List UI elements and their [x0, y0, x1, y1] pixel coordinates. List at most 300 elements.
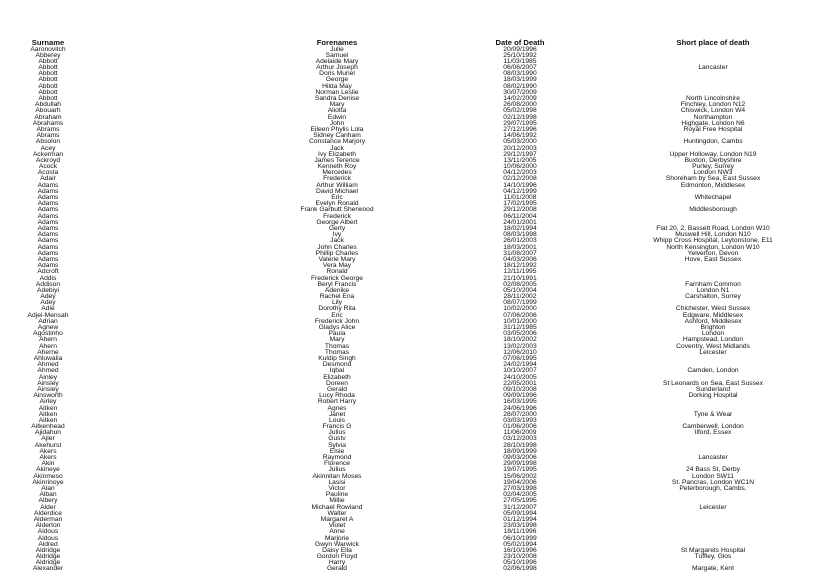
- forenames-cell: Pauline: [325, 491, 349, 499]
- place-cell: London SW11: [692, 472, 734, 480]
- date-cell: 11/01/2008: [503, 194, 537, 202]
- surname-cell: Adams: [37, 206, 59, 214]
- surname-cell: Aitkenhead: [31, 423, 65, 431]
- forenames-cell: Samuel: [325, 51, 349, 59]
- surname-cell: Ahmed: [37, 361, 59, 369]
- date-cell: 13/11/2005: [503, 156, 537, 164]
- place-cell: Muswell Hill, London N10: [675, 231, 751, 239]
- forenames-cell: Sidney Canham: [313, 132, 361, 140]
- forenames-cell: Janet: [328, 410, 346, 418]
- place-cell: Whipp Cross Hospital, Leytonstone, E11: [653, 237, 773, 245]
- surname-cell: Ainsley: [37, 385, 59, 393]
- date-cell: 09/09/1996: [503, 392, 537, 400]
- forenames-cell: Doris Muriel: [319, 70, 355, 78]
- surname-cell: Aldred: [38, 540, 58, 548]
- date-cell: 05/10/2004: [503, 286, 537, 294]
- forenames-cell: Agnes: [327, 404, 347, 412]
- forenames-cell: Dorothy Rita: [318, 305, 356, 313]
- surname-cell: Aldous: [37, 528, 59, 536]
- forenames-cell: Gustv: [328, 435, 346, 443]
- place-cell: Huntingdon, Cambs: [683, 138, 743, 146]
- surname-cell: Abbott: [38, 64, 58, 72]
- forenames-cell: Gordon Floyd: [316, 553, 358, 561]
- date-cell: 26/08/2000: [503, 101, 537, 109]
- date-cell: 09/10/2008: [503, 385, 537, 393]
- surname-cell: Agostinho: [33, 330, 63, 338]
- forenames-cell: Adenike: [324, 286, 350, 294]
- forenames-cell: Gwyn Warwick: [315, 540, 359, 548]
- surname-cell: Adjei-Mensah: [27, 311, 69, 319]
- surname-cell: Adams: [37, 249, 59, 257]
- surname-cell: Abberey: [35, 51, 61, 59]
- place-cell: London NW3: [693, 169, 733, 177]
- forenames-cell: Frederick John: [314, 317, 360, 325]
- forenames-cell: Aliotta: [327, 107, 347, 115]
- date-cell: 05/03/2000: [503, 138, 537, 146]
- forenames-cell: Margaret A: [320, 515, 354, 523]
- date-cell: 29/07/1995: [503, 119, 537, 127]
- forenames-cell: Frederick: [323, 175, 351, 183]
- forenames-cell: Sylvia: [328, 441, 346, 449]
- surname-cell: Albery: [38, 497, 58, 505]
- place-cell: Yelverton, Devon: [687, 249, 739, 257]
- forenames-cell: John: [329, 119, 345, 127]
- place-cell: Camden, London: [687, 367, 739, 375]
- place-cell: Coventry, West Midlands: [676, 342, 750, 350]
- forenames-cell: Akinnitan Moses: [312, 472, 362, 480]
- surname-cell: Abouarh: [35, 107, 61, 115]
- date-cell: 30/07/2009: [503, 88, 537, 96]
- surname-cell: Adams: [37, 255, 59, 263]
- date-cell: 02/08/2005: [503, 280, 537, 288]
- surname-cell: Adams: [37, 262, 59, 270]
- date-cell: 18/10/2002: [503, 336, 537, 344]
- forenames-cell: Louis: [329, 416, 345, 424]
- forenames-cell: Lasisi: [328, 478, 346, 486]
- date-cell: 28/11/2002: [503, 293, 537, 301]
- forenames-cell: Edwin: [327, 113, 347, 121]
- surname-cell: Acock: [38, 163, 58, 171]
- surname-cell: Aldridge: [35, 553, 61, 561]
- date-cell: 04/12/2003: [503, 169, 537, 177]
- forenames-cell: Harry: [328, 559, 346, 567]
- forenames-cell: Constance Marjory: [308, 138, 366, 146]
- date-cell: 21/10/1991: [503, 274, 537, 282]
- place-cell: Purley, Surrey: [692, 163, 734, 171]
- place-cell: London N1: [696, 286, 730, 294]
- forenames-cell: Raymond: [322, 454, 352, 462]
- date-cell: 31/08/2007: [503, 249, 537, 257]
- surname-cell: Abbott: [38, 88, 58, 96]
- forenames-cell: Gerald: [326, 565, 348, 573]
- place-cell: Whitechapel: [694, 194, 732, 202]
- place-cell: Flat 20, 2, Bassett Road, London W10: [656, 225, 770, 232]
- surname-cell: Acey: [40, 144, 56, 152]
- surname-cell: Adebiyi: [37, 286, 59, 294]
- forenames-cell: Iqbal: [329, 367, 345, 375]
- forenames-cell: Francis G: [322, 423, 352, 431]
- place-cell: Highgate, London N6: [681, 119, 745, 127]
- date-cell: 06/06/2007: [503, 64, 537, 72]
- forenames-cell: Daisy Ella: [322, 546, 352, 554]
- date-cell: 10/06/2000: [503, 163, 537, 171]
- surname-cell: Adams: [37, 231, 59, 239]
- forenames-cell: Norman Leslie: [315, 88, 359, 96]
- surname-cell: Abraham: [34, 113, 62, 121]
- surname-cell: Adams: [37, 187, 59, 195]
- surname-cell: Aldridge: [35, 559, 61, 567]
- date-cell: 28/10/1998: [503, 441, 537, 449]
- column-header-place-of-death: Short place of death: [676, 38, 750, 47]
- forenames-cell: Elsie: [329, 447, 345, 455]
- forenames-cell: Kenneth Roy: [317, 163, 357, 171]
- date-cell: 27/12/1996: [503, 125, 537, 133]
- place-cell: St. Pancras, London WC1N: [671, 478, 755, 486]
- forenames-cell: Rachel Ena: [319, 293, 355, 301]
- date-cell: 18/03/2001: [503, 243, 537, 251]
- date-cell: 05/02/1994: [503, 540, 537, 548]
- surname-cell: Adams: [37, 194, 59, 202]
- date-cell: 01/12/1994: [503, 515, 537, 523]
- surname-cell: Abdullah: [34, 101, 62, 109]
- surname-cell: Ainsley: [37, 379, 59, 387]
- date-cell: 03/05/2006: [503, 330, 537, 338]
- date-cell: 14/02/2009: [503, 95, 537, 103]
- date-cell: 18/03/1999: [503, 76, 537, 84]
- surname-cell: Alexander: [32, 565, 64, 573]
- date-cell: 08/03/1998: [503, 231, 537, 239]
- place-cell: 24 Bass St, Derby: [686, 466, 740, 474]
- date-cell: 06/10/1999: [503, 534, 537, 542]
- surname-cell: Adams: [37, 237, 59, 245]
- forenames-cell: Julius: [328, 466, 346, 474]
- date-cell: 04/03/2006: [503, 255, 537, 263]
- surname-cell: Ajler: [41, 435, 55, 443]
- surname-cell: Akin: [41, 460, 55, 468]
- place-cell: Finchley, London N12: [680, 101, 746, 109]
- date-cell: 14/06/1992: [503, 132, 537, 140]
- date-cell: 11/06/2009: [503, 429, 537, 437]
- place-cell: Northampton: [693, 113, 733, 121]
- date-cell: 02/12/1998: [503, 113, 537, 121]
- date-cell: 24/02/1994: [503, 361, 537, 369]
- forenames-cell: Mary: [329, 101, 345, 109]
- place-cell: Tuffley, Glos: [694, 553, 732, 561]
- forenames-cell: Doreen: [326, 379, 348, 387]
- forenames-cell: Gladys Alice: [318, 324, 356, 332]
- surname-cell: Adams: [37, 218, 59, 226]
- surname-cell: Ainsworth: [33, 392, 63, 400]
- date-cell: 27/05/1995: [503, 497, 537, 505]
- forenames-cell: Eileen Phylis Lola: [310, 125, 364, 133]
- forenames-cell: Hilda May: [322, 82, 352, 90]
- place-cell: Carshalton, Surrey: [685, 293, 741, 301]
- surname-cell: Ahmed: [37, 367, 59, 375]
- place-cell: North Lincolnshire: [686, 95, 740, 103]
- date-cell: 22/05/2001: [503, 379, 537, 387]
- forenames-cell: Frederick George: [310, 274, 364, 282]
- date-cell: 18/12/1992: [503, 262, 537, 270]
- date-cell: 18/11/1996: [503, 528, 537, 536]
- forenames-cell: Lucy Rhoda: [319, 392, 355, 400]
- surname-cell: Abbott: [38, 76, 58, 84]
- surname-cell: Aherne: [37, 348, 59, 356]
- date-cell: 01/06/2006: [503, 423, 537, 431]
- date-cell: 10/01/2000: [503, 317, 537, 325]
- forenames-cell: Jack: [330, 144, 344, 152]
- date-cell: 31/12/2007: [503, 503, 537, 511]
- surname-cell: Abbott: [38, 70, 58, 78]
- date-cell: 24/06/1996: [503, 404, 537, 412]
- date-cell: 02/04/2005: [503, 491, 537, 499]
- surname-cell: Adams: [37, 225, 59, 232]
- place-cell: Hampstead, London: [682, 336, 744, 344]
- column-header-forenames: Forenames: [316, 38, 358, 47]
- forenames-cell: Gerty: [328, 225, 346, 232]
- date-cell: 04/12/1999: [503, 187, 537, 195]
- surname-cell: Alderton: [35, 522, 61, 530]
- forenames-cell: Elizabeth: [323, 373, 351, 381]
- surname-cell: Akers: [39, 447, 57, 455]
- place-cell: Upper Holloway, London N19: [669, 150, 757, 158]
- forenames-cell: John Charles: [317, 243, 357, 251]
- date-cell: 13/02/2003: [503, 342, 537, 350]
- date-cell: 03/03/1993: [503, 416, 537, 424]
- surname-cell: Airley: [39, 398, 57, 406]
- forenames-cell: Eric: [331, 311, 343, 319]
- forenames-cell: Sandra Denise: [314, 95, 360, 103]
- forenames-cell: Phillip Charles: [315, 249, 359, 257]
- date-cell: 15/06/2002: [503, 472, 537, 480]
- date-cell: 29/12/1997: [503, 150, 537, 158]
- forenames-cell: Michael Rowland: [311, 503, 363, 511]
- surname-cell: Akinrinoye: [32, 478, 64, 486]
- surname-cell: Alderdice: [34, 509, 62, 517]
- forenames-cell: Millie: [329, 497, 345, 505]
- place-cell: St Leonards on Sea, East Sussex: [662, 379, 763, 387]
- surname-cell: Acosta: [37, 169, 59, 177]
- date-cell: 23/03/1998: [503, 522, 537, 530]
- surname-cell: Adey: [40, 299, 56, 307]
- place-cell: St Margarets Hospital: [680, 546, 746, 554]
- place-cell: Middlesborough: [689, 206, 737, 214]
- surname-cell: Aitken: [38, 410, 58, 418]
- surname-cell: Ainley: [38, 373, 58, 381]
- forenames-cell: Paula: [328, 330, 346, 338]
- place-cell: Tyne & Wear: [693, 410, 733, 418]
- surname-cell: Ahern: [39, 336, 57, 344]
- forenames-cell: David Michael: [316, 187, 358, 195]
- date-cell: 16/03/1995: [503, 398, 537, 406]
- surname-cell: Akehurst: [34, 441, 62, 449]
- place-cell: Hove, East Sussex: [684, 255, 742, 263]
- forenames-cell: Arthur William: [316, 181, 358, 189]
- forenames-cell: Jack: [330, 237, 344, 245]
- surname-cell: Akineye: [36, 466, 60, 474]
- forenames-cell: Ivy Elizabeth: [318, 150, 356, 158]
- place-cell: Margate, Kent: [691, 565, 734, 573]
- place-cell: Lancaster: [698, 454, 728, 462]
- forenames-cell: Kuldip Singh: [318, 355, 356, 362]
- surname-cell: Adams: [37, 212, 59, 220]
- date-cell: 25/10/1992: [503, 51, 537, 59]
- place-cell: Chiswick, London W4: [680, 107, 746, 115]
- forenames-cell: James Terence: [314, 156, 360, 164]
- forenames-cell: Ivy: [332, 231, 342, 239]
- surname-cell: Alder: [40, 503, 56, 511]
- place-cell: Buxton, Derbyshire: [684, 156, 742, 164]
- surname-cell: Aaronovitch: [30, 45, 66, 53]
- forenames-cell: Violet: [328, 522, 346, 530]
- surname-cell: Ackerman: [32, 150, 64, 158]
- date-cell: 10/10/2007: [503, 367, 537, 375]
- surname-cell: Abbott: [38, 82, 58, 90]
- date-cell: 08/03/1990: [503, 70, 537, 78]
- forenames-cell: Anne: [329, 528, 345, 536]
- place-cell: Farnham Common: [685, 280, 741, 288]
- place-cell: Ilford, Essex: [694, 429, 732, 437]
- date-cell: 05/02/1998: [503, 107, 537, 115]
- forenames-cell: Frank Garbutt Sherwood: [300, 206, 374, 214]
- date-cell: 28/07/2000: [503, 410, 537, 418]
- surname-cell: Agnew: [37, 324, 59, 332]
- date-cell: 31/12/1985: [503, 324, 537, 332]
- surname-cell: Absolon: [35, 138, 61, 146]
- date-cell: 17/02/1995: [503, 200, 537, 208]
- forenames-cell: Thomas: [324, 342, 350, 350]
- forenames-cell: Adelaide Mary: [315, 57, 359, 65]
- date-cell: 03/12/2003: [503, 435, 537, 443]
- surname-cell: Adair: [40, 175, 56, 183]
- surname-cell: Adams: [37, 181, 59, 189]
- surname-cell: Aitken: [38, 404, 58, 412]
- forenames-cell: Julie: [330, 45, 344, 53]
- forenames-cell: Desmond: [322, 361, 352, 369]
- forenames-cell: Lily: [331, 299, 343, 307]
- surname-cell: Abrams: [36, 132, 60, 140]
- date-cell: 24/10/2005: [503, 373, 537, 381]
- surname-cell: Addis: [39, 274, 57, 282]
- forenames-cell: Mercedes: [322, 169, 352, 177]
- surname-cell: Akers: [39, 454, 57, 462]
- forenames-cell: Arthur Joseph: [316, 64, 358, 72]
- forenames-cell: Ronald: [326, 268, 348, 276]
- forenames-cell: Valerie Mary: [318, 255, 356, 263]
- date-cell: 23/10/2008: [503, 553, 537, 561]
- surname-cell: Adams: [37, 200, 59, 208]
- surname-cell: Abrams: [36, 125, 60, 133]
- surname-cell: Adie: [41, 305, 55, 313]
- date-cell: 20/09/1996: [503, 45, 537, 53]
- date-cell: 18/02/1994: [503, 225, 537, 232]
- surname-cell: Akinmeso: [33, 472, 63, 480]
- surname-cell: Addison: [35, 280, 61, 288]
- surname-cell: Alan: [41, 484, 55, 492]
- place-cell: Peterborough, Cambs.: [679, 484, 747, 492]
- date-cell: 12/06/2010: [503, 348, 537, 356]
- surname-cell: Abbott: [38, 57, 58, 65]
- date-cell: 19/07/1995: [503, 466, 537, 474]
- forenames-cell: Evelyn Ronald: [315, 200, 359, 208]
- place-cell: London: [701, 330, 725, 338]
- place-cell: Leicester: [699, 348, 727, 356]
- date-cell: 20/12/2003: [503, 144, 537, 152]
- date-cell: 27/03/1998: [503, 484, 537, 492]
- surname-cell: Alderman: [33, 515, 63, 523]
- place-cell: Dorking Hospital: [688, 392, 738, 400]
- date-cell: 02/12/2008: [503, 175, 537, 183]
- date-cell: 05/10/1996: [503, 559, 537, 567]
- date-cell: 29/09/1998: [503, 460, 537, 468]
- date-cell: 16/10/1996: [503, 546, 537, 554]
- surname-cell: Abbott: [38, 95, 58, 103]
- place-cell: Lancaster: [698, 64, 728, 72]
- forenames-cell: Thomas: [324, 348, 350, 356]
- date-cell: 11/03/1985: [503, 57, 537, 65]
- surname-cell: Adrian: [38, 317, 58, 325]
- place-cell: North Kensington, London W10: [666, 243, 760, 251]
- forenames-cell: Robert Harry: [317, 398, 357, 406]
- surname-cell: Abrahams: [32, 119, 64, 127]
- place-cell: Leicester: [699, 503, 727, 511]
- date-cell: 02/06/1998: [503, 565, 537, 573]
- surname-cell: Ahern: [39, 342, 57, 350]
- surname-cell: Alban: [39, 491, 57, 499]
- date-cell: 07/06/1995: [503, 355, 537, 362]
- surname-cell: Adams: [37, 243, 59, 251]
- place-cell: Chichester, West Sussex: [675, 305, 751, 313]
- place-cell: Edgware, Middlesex: [682, 311, 744, 319]
- date-cell: 08/07/1999: [503, 299, 537, 307]
- column-header-surname: Surname: [31, 38, 65, 47]
- place-cell: Royal Free Hospital: [683, 125, 743, 133]
- place-cell: Brighton: [700, 324, 726, 332]
- forenames-cell: Florence: [323, 460, 351, 468]
- date-cell: 09/03/2006: [503, 454, 537, 462]
- forenames-cell: Mary: [329, 336, 345, 344]
- forenames-cell: Marjorie: [324, 534, 350, 542]
- date-cell: 10/02/2000: [503, 305, 537, 313]
- surname-cell: Ahluwalia: [33, 355, 63, 362]
- forenames-cell: Victor: [328, 484, 346, 492]
- surname-cell: Ackroyd: [35, 156, 61, 164]
- surname-cell: Aitken: [38, 416, 58, 424]
- forenames-cell: Beryl Francis: [317, 280, 357, 288]
- surname-cell: Aldridge: [35, 546, 61, 554]
- date-cell: 14/10/1996: [503, 181, 537, 189]
- date-cell: 29/12/2008: [503, 206, 537, 214]
- date-cell: 18/09/1999: [503, 447, 537, 455]
- date-cell: 07/06/2006: [503, 311, 537, 319]
- place-cell: Sunderland: [695, 385, 731, 393]
- forenames-cell: George: [325, 76, 349, 84]
- place-cell: Edmonton, Middlesex: [680, 181, 746, 189]
- date-cell: 26/01/2003: [503, 237, 537, 245]
- date-cell: 24/01/2001: [503, 218, 537, 226]
- date-cell: 06/11/2004: [503, 212, 537, 220]
- forenames-cell: Vera May: [322, 262, 352, 270]
- date-cell: 08/02/1990: [503, 82, 537, 90]
- date-cell: 12/11/1995: [503, 268, 537, 276]
- forenames-cell: George Albert: [316, 218, 358, 226]
- date-cell: 05/09/1994: [503, 509, 537, 517]
- place-cell: Ashford, Middlesex: [684, 317, 742, 325]
- surname-cell: Adcroft: [37, 268, 59, 276]
- forenames-cell: Walter: [327, 509, 347, 517]
- forenames-cell: Frederick: [323, 212, 351, 220]
- forenames-cell: Julius: [328, 429, 346, 437]
- place-cell: Shoreham by Sea, East Sussex: [665, 175, 761, 183]
